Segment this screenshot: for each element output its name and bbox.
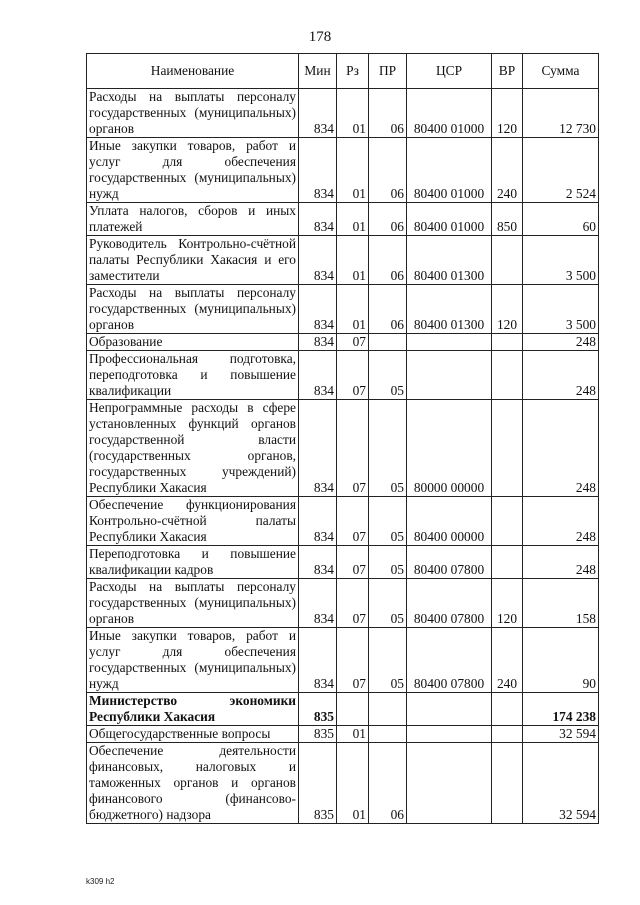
cell-rz: 01 — [337, 285, 369, 334]
cell-vr — [492, 546, 523, 579]
cell-pr — [369, 334, 407, 351]
cell-name: Расходы на выплаты персоналу государственных (муниципальных) органов — [87, 285, 299, 334]
cell-pr: 05 — [369, 351, 407, 400]
header-vr: ВР — [492, 54, 523, 89]
cell-name: Иные закупки товаров, работ и услуг для обеспечения государственных (муниципальных) нужд — [87, 138, 299, 203]
cell-min: 834 — [299, 236, 337, 285]
header-sum: Сумма — [523, 54, 599, 89]
cell-sum: 3 500 — [523, 236, 599, 285]
cell-rz: 07 — [337, 546, 369, 579]
cell-rz: 01 — [337, 203, 369, 236]
cell-vr: 120 — [492, 285, 523, 334]
table-row — [87, 693, 599, 726]
cell-csr — [407, 334, 492, 351]
cell-rz: 01 — [337, 726, 369, 743]
cell-min: 835 — [299, 693, 337, 726]
cell-rz: 01 — [337, 743, 369, 824]
cell-name: Профессиональная подготовка, переподготовка и повышение квалификации — [87, 351, 299, 400]
cell-name: Обеспечение деятельности финансовых, налоговых и таможенных органов и органов финансового (финансово-бюджетного) надзора — [87, 743, 299, 824]
table-row — [87, 743, 599, 824]
table-row — [87, 579, 599, 628]
cell-pr: 06 — [369, 89, 407, 138]
header-min: Мин — [299, 54, 337, 89]
cell-pr: 06 — [369, 203, 407, 236]
cell-csr — [407, 693, 492, 726]
cell-csr: 80400 01000 — [407, 203, 492, 236]
table-row — [87, 546, 599, 579]
cell-csr: 80400 00000 — [407, 497, 492, 546]
cell-min: 834 — [299, 89, 337, 138]
cell-sum: 174 238 — [523, 693, 599, 726]
cell-csr: 80400 01300 — [407, 285, 492, 334]
cell-csr: 80000 00000 — [407, 400, 492, 497]
cell-pr: 06 — [369, 743, 407, 824]
cell-min: 835 — [299, 726, 337, 743]
cell-pr: 06 — [369, 285, 407, 334]
cell-name: Расходы на выплаты персоналу государственных (муниципальных) органов — [87, 89, 299, 138]
cell-pr — [369, 726, 407, 743]
cell-name: Общегосударственные вопросы — [87, 726, 299, 743]
table-row — [87, 334, 599, 351]
cell-pr: 05 — [369, 400, 407, 497]
cell-csr: 80400 01000 — [407, 138, 492, 203]
cell-name: Переподготовка и повышение квалификации кадров — [87, 546, 299, 579]
cell-vr — [492, 236, 523, 285]
cell-name: Расходы на выплаты персоналу государственных (муниципальных) органов — [87, 579, 299, 628]
table-row — [87, 89, 599, 138]
cell-vr — [492, 693, 523, 726]
cell-sum: 248 — [523, 400, 599, 497]
cell-rz: 07 — [337, 351, 369, 400]
cell-min: 834 — [299, 628, 337, 693]
cell-vr — [492, 497, 523, 546]
cell-sum: 248 — [523, 497, 599, 546]
header-name: Наименование — [87, 54, 299, 89]
cell-min: 834 — [299, 351, 337, 400]
cell-csr: 80400 07800 — [407, 579, 492, 628]
cell-vr — [492, 400, 523, 497]
cell-vr: 120 — [492, 579, 523, 628]
cell-sum: 248 — [523, 546, 599, 579]
cell-min: 834 — [299, 203, 337, 236]
cell-pr: 05 — [369, 628, 407, 693]
cell-sum: 2 524 — [523, 138, 599, 203]
table-row — [87, 351, 599, 400]
table-row — [87, 497, 599, 546]
cell-sum: 3 500 — [523, 285, 599, 334]
cell-rz: 07 — [337, 579, 369, 628]
table-row — [87, 138, 599, 203]
header-csr: ЦСР — [407, 54, 492, 89]
footer-code: k309 h2 — [86, 877, 115, 886]
cell-vr: 120 — [492, 89, 523, 138]
header-rz: Рз — [337, 54, 369, 89]
cell-sum: 32 594 — [523, 726, 599, 743]
cell-rz: 01 — [337, 236, 369, 285]
table-row — [87, 285, 599, 334]
table-row — [87, 236, 599, 285]
cell-rz — [337, 693, 369, 726]
cell-rz: 07 — [337, 400, 369, 497]
table-row — [87, 726, 599, 743]
cell-rz: 01 — [337, 138, 369, 203]
table-row — [87, 400, 599, 497]
cell-name: Уплата налогов, сборов и иных платежей — [87, 203, 299, 236]
cell-vr: 240 — [492, 138, 523, 203]
cell-rz: 01 — [337, 89, 369, 138]
cell-min: 834 — [299, 285, 337, 334]
cell-sum: 158 — [523, 579, 599, 628]
cell-min: 835 — [299, 743, 337, 824]
cell-rz: 07 — [337, 628, 369, 693]
cell-pr: 05 — [369, 579, 407, 628]
cell-sum: 248 — [523, 334, 599, 351]
cell-csr: 80400 07800 — [407, 546, 492, 579]
cell-min: 834 — [299, 334, 337, 351]
cell-vr: 240 — [492, 628, 523, 693]
cell-csr: 80400 07800 — [407, 628, 492, 693]
cell-name: Обеспечение функционирования Контрольно-счётной палаты Республики Хакасия — [87, 497, 299, 546]
cell-vr — [492, 726, 523, 743]
cell-name: Министерство экономики Республики Хакасия — [87, 693, 299, 726]
table-header-row — [87, 54, 599, 89]
cell-vr: 850 — [492, 203, 523, 236]
cell-name: Руководитель Контрольно-счётной палаты Республики Хакасия и его заместители — [87, 236, 299, 285]
cell-rz: 07 — [337, 334, 369, 351]
cell-sum: 60 — [523, 203, 599, 236]
cell-pr: 06 — [369, 236, 407, 285]
cell-csr: 80400 01000 — [407, 89, 492, 138]
cell-csr — [407, 726, 492, 743]
cell-vr — [492, 743, 523, 824]
cell-name: Иные закупки товаров, работ и услуг для обеспечения государственных (муниципальных) нужд — [87, 628, 299, 693]
cell-min: 834 — [299, 400, 337, 497]
table-row — [87, 628, 599, 693]
cell-pr: 05 — [369, 497, 407, 546]
cell-csr — [407, 351, 492, 400]
table-row — [87, 203, 599, 236]
header-pr: ПР — [369, 54, 407, 89]
cell-pr: 06 — [369, 138, 407, 203]
cell-name: Образование — [87, 334, 299, 351]
cell-sum: 32 594 — [523, 743, 599, 824]
cell-csr: 80400 01300 — [407, 236, 492, 285]
cell-sum: 12 730 — [523, 89, 599, 138]
page-number: 178 — [308, 29, 332, 45]
cell-name: Непрограммные расходы в сфере установленных функций органов государственной власти (государственных органов, государственных учреждений) Республики Хакасия — [87, 400, 299, 497]
cell-min: 834 — [299, 138, 337, 203]
cell-vr — [492, 351, 523, 400]
budget-table — [86, 53, 599, 824]
cell-min: 834 — [299, 579, 337, 628]
cell-vr — [492, 334, 523, 351]
cell-min: 834 — [299, 497, 337, 546]
cell-csr — [407, 743, 492, 824]
cell-pr: 05 — [369, 546, 407, 579]
cell-sum: 248 — [523, 351, 599, 400]
cell-rz: 07 — [337, 497, 369, 546]
table-body — [87, 89, 599, 824]
cell-sum: 90 — [523, 628, 599, 693]
cell-min: 834 — [299, 546, 337, 579]
cell-pr — [369, 693, 407, 726]
